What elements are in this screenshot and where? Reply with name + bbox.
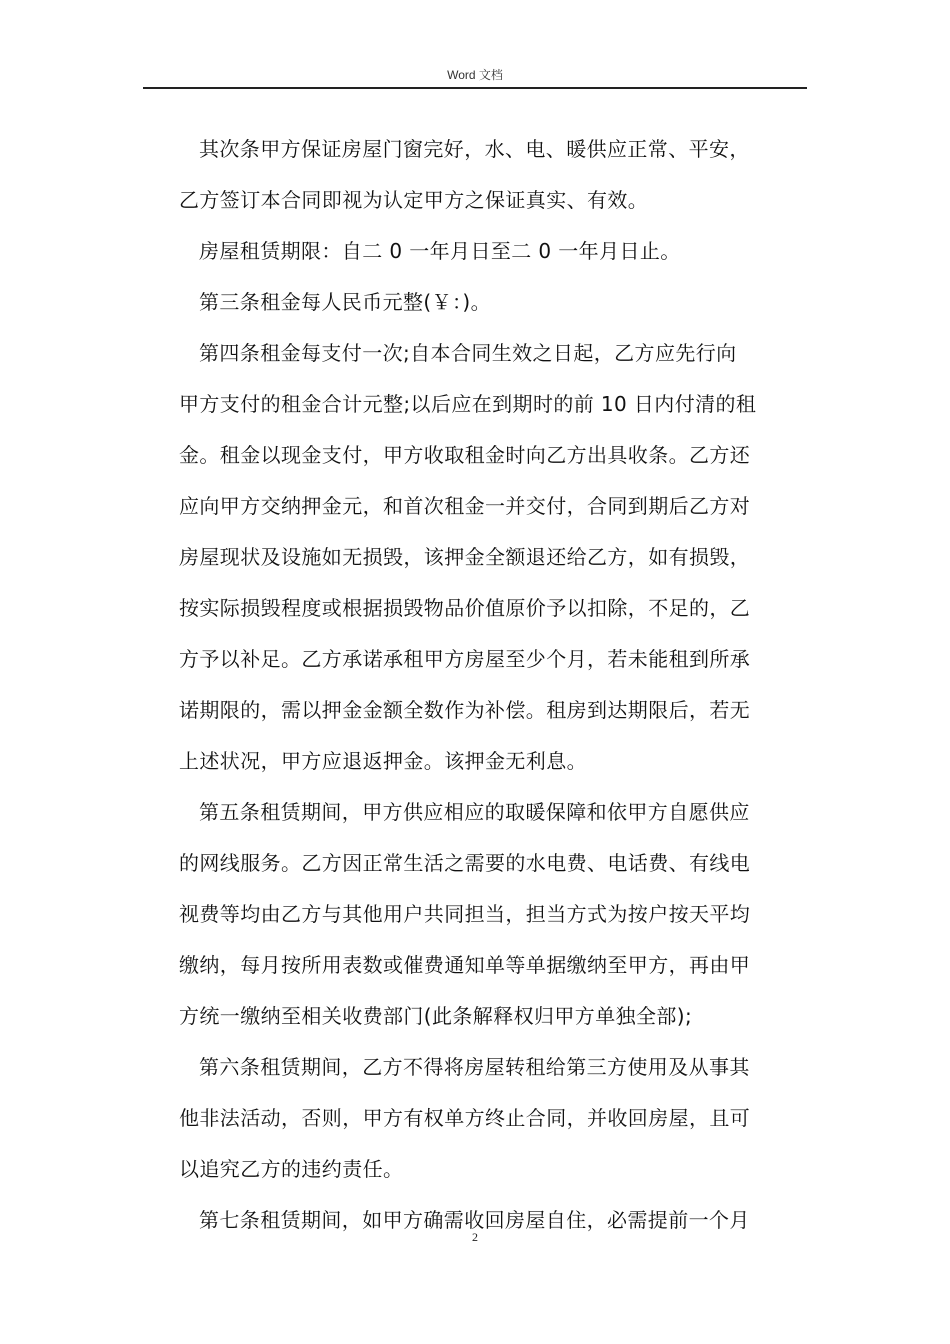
paragraph-line: 房屋租赁期限：自二 0 一年月日至二 0 一年月日止。 — [199, 239, 681, 263]
paragraph-line: 诺期限的，需以押金金额全数作为补偿。租房到达期限后，若无 — [179, 698, 751, 722]
paragraph-line: 房屋现状及设施如无损毁，该押金全额退还给乙方，如有损毁， — [179, 545, 751, 569]
header-divider — [143, 87, 807, 89]
paragraph-line: 缴纳，每月按所用表数或催费通知单等单据缴纳至甲方，再由甲 — [179, 953, 751, 977]
paragraph — [179, 277, 803, 328]
paragraph-line: 甲方支付的租金合计元整;以后应在到期时的前 10 日内付清的租 — [179, 392, 757, 416]
paragraph — [179, 328, 803, 787]
paragraph-line: 第六条租赁期间，乙方不得将房屋转租给第三方使用及从事其 — [199, 1055, 750, 1079]
paragraph — [179, 124, 803, 226]
paragraph-line: 视费等均由乙方与其他用户共同担当，担当方式为按户按天平均 — [179, 902, 751, 926]
paragraph-line: 按实际损毁程度或根据损毁物品价值原价予以扣除，不足的，乙 — [179, 596, 751, 620]
document-body — [179, 124, 803, 1246]
paragraph-line: 他非法活动，否则，甲方有权单方终止合同，并收回房屋，且可 — [179, 1106, 751, 1130]
paragraph-line: 方予以补足。乙方承诺承租甲方房屋至少个月，若未能租到所承 — [179, 647, 751, 671]
paragraph-line: 金。租金以现金支付，甲方收取租金时向乙方出具收条。乙方还 — [179, 443, 751, 467]
paragraph-line: 应向甲方交纳押金元，和首次租金一并交付，合同到期后乙方对 — [179, 494, 751, 518]
paragraph-line: 其次条甲方保证房屋门窗完好，水、电、暖供应正常、平安， — [199, 137, 750, 161]
paragraph-line: 第三条租金每人民币元整(￥：)。 — [199, 290, 492, 314]
paragraph-line: 方统一缴纳至相关收费部门(此条解释权归甲方单独全部); — [179, 1004, 693, 1028]
paragraph — [179, 226, 803, 277]
paragraph-line: 的网线服务。乙方因正常生活之需要的水电费、电话费、有线电 — [179, 851, 751, 875]
paragraph-line: 上述状况，甲方应退返押金。该押金无利息。 — [179, 749, 587, 773]
paragraph-line: 乙方签订本合同即视为认定甲方之保证真实、有效。 — [179, 188, 649, 212]
paragraph — [179, 787, 803, 1042]
paragraph-line: 第五条租赁期间，甲方供应相应的取暖保障和依甲方自愿供应 — [199, 800, 750, 824]
paragraph-line: 第四条租金每支付一次;自本合同生效之日起，乙方应先行向 — [199, 341, 737, 365]
paragraph — [179, 1042, 803, 1195]
header-title: Word 文档 — [447, 68, 503, 82]
paragraph-line: 以追究乙方的违约责任。 — [179, 1157, 404, 1181]
paragraph-line: 第七条租赁期间，如甲方确需收回房屋自住，必需提前一个月 — [199, 1208, 750, 1232]
page-number: 2 — [472, 1230, 478, 1244]
